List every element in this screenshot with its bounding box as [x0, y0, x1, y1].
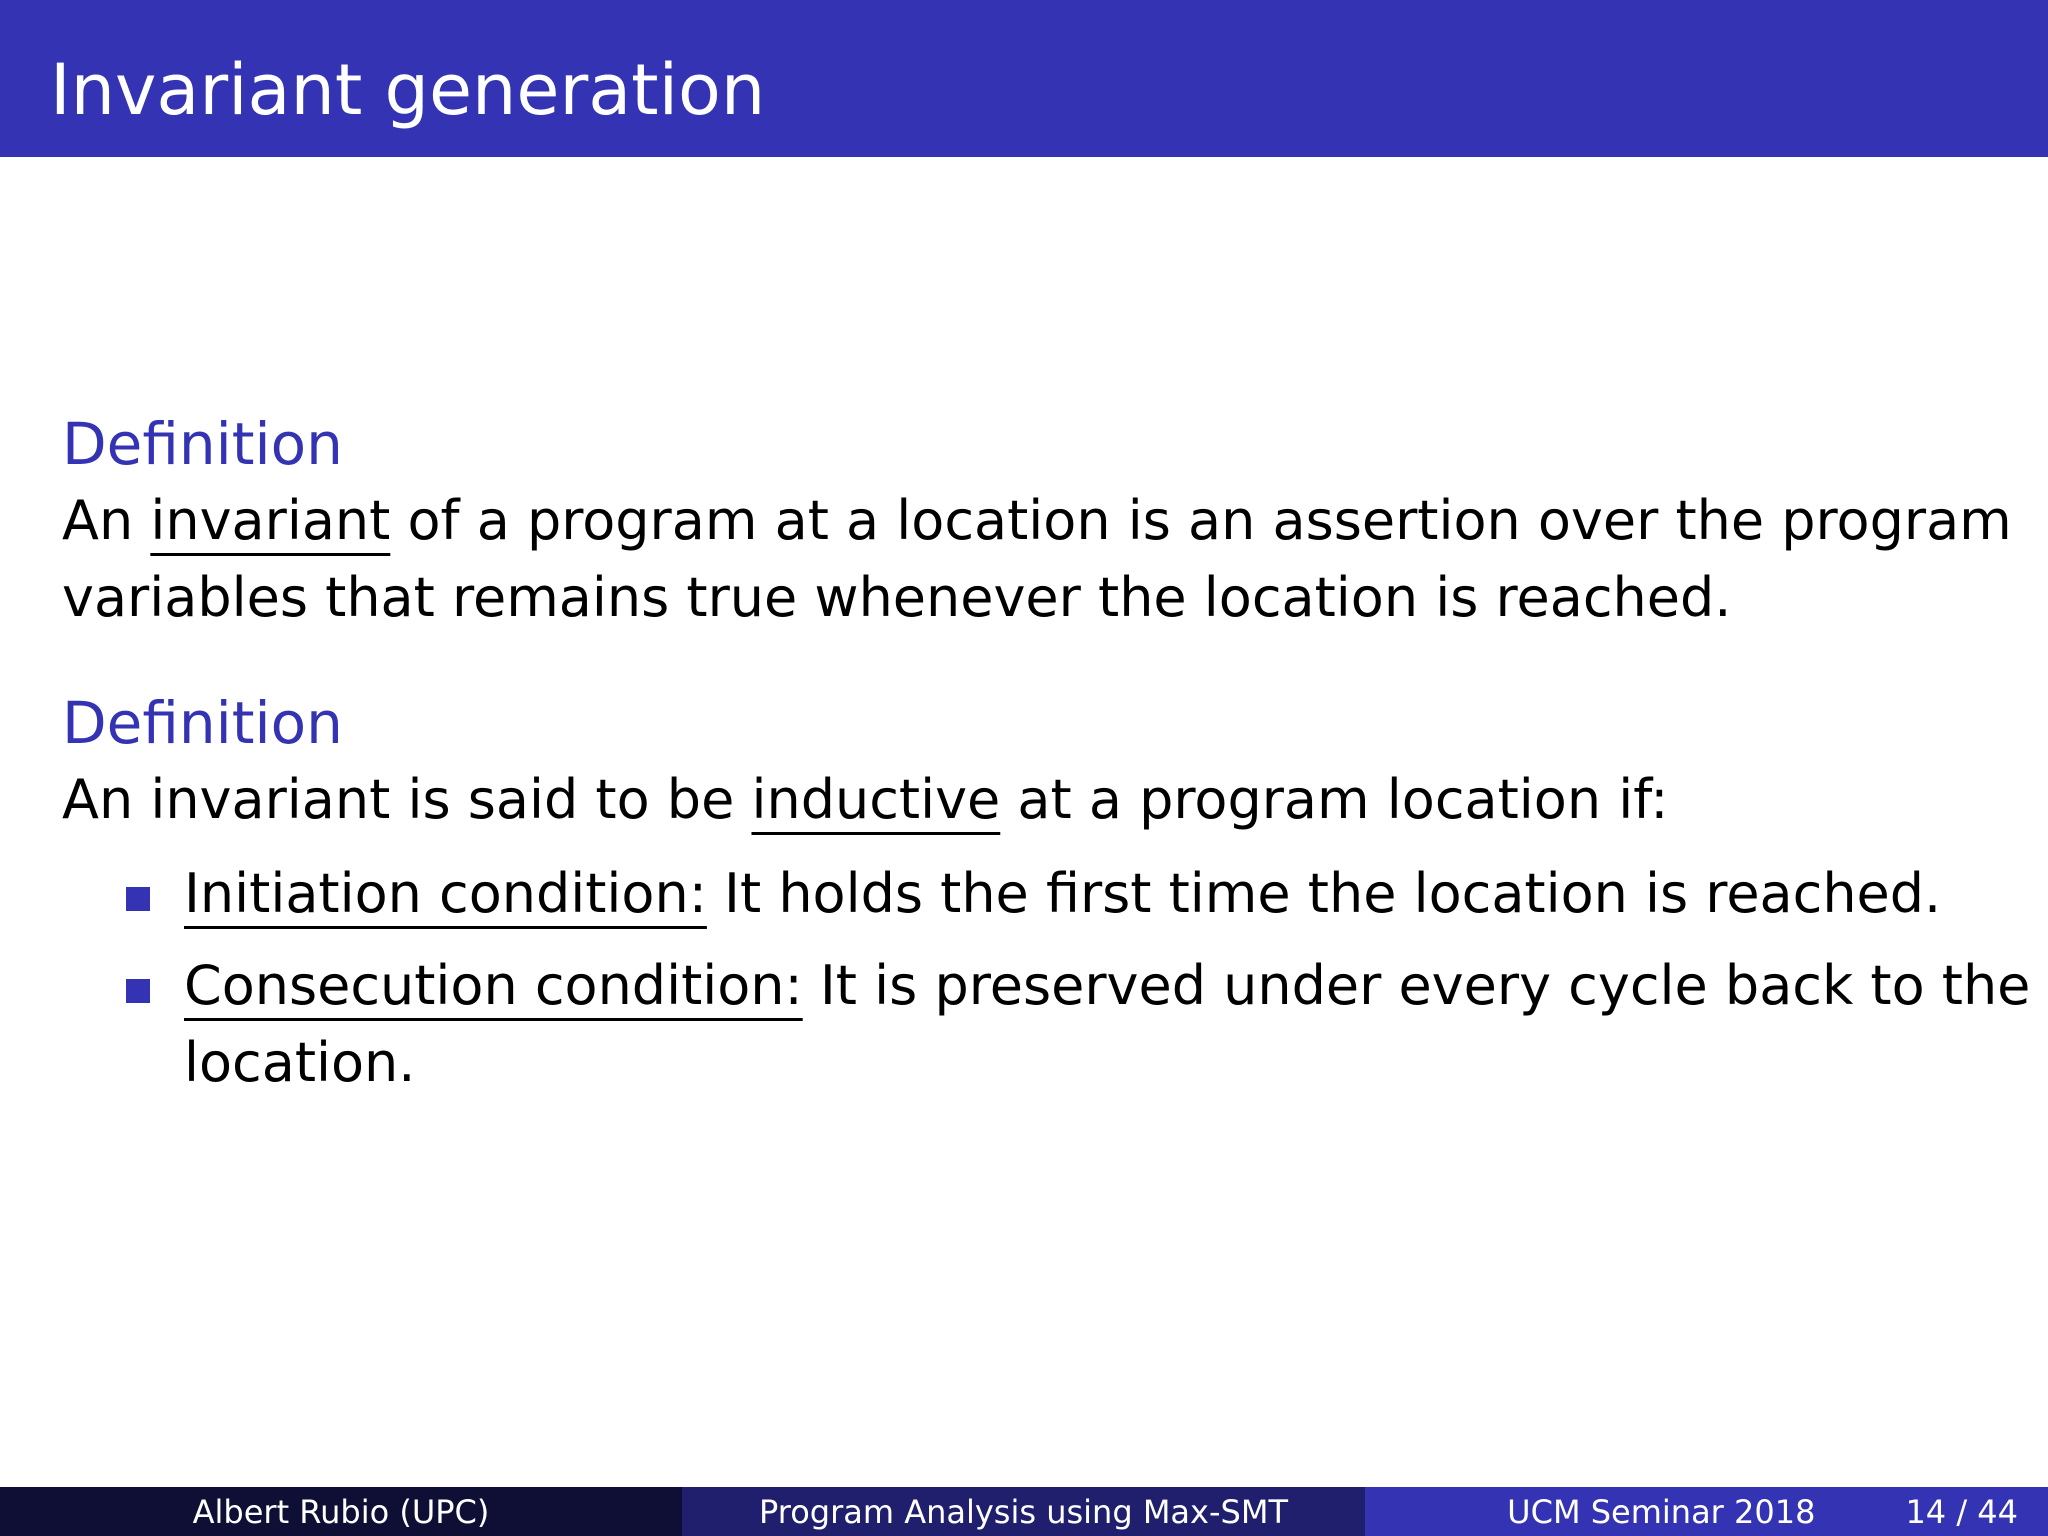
definition-1-line-1 — [62, 482, 2012, 559]
slide-title: Invariant generation — [50, 49, 766, 131]
definition-2-intro — [62, 761, 1992, 838]
bullet-marker-icon — [126, 887, 150, 911]
list-item-consecution — [184, 947, 2031, 1024]
definition-2-post: at a program location if: — [1000, 768, 1669, 831]
definition-1-line-2: variables that remains true whenever the location is reached. — [62, 566, 1732, 629]
term-invariant: invariant — [150, 489, 391, 552]
list-item-initiation — [184, 855, 2004, 932]
footer-event: UCM Seminar 2018 — [1507, 1492, 1816, 1531]
definition-1-post: of a program at a location is an assertion over the program — [390, 489, 2012, 552]
definition-2-title: Definition — [62, 689, 343, 757]
slide-footer — [0, 1487, 2048, 1536]
term-consecution-condition: Consecution condition: — [184, 954, 803, 1017]
definition-1-title: Definition — [62, 410, 343, 478]
footer-author: Albert Rubio (UPC) — [0, 1487, 682, 1536]
footer-event-section — [1365, 1487, 2048, 1536]
page-number: 14 / 44 — [1905, 1492, 2018, 1531]
footer-presentation-title: Program Analysis using Max-SMT — [682, 1487, 1365, 1536]
definition-1-pre: An — [62, 489, 151, 552]
list-item-consecution-text: It is preserved under every cycle back to the — [802, 954, 2031, 1017]
term-initiation-condition: Initiation condition: — [184, 862, 707, 925]
list-item-consecution-continued: location. — [184, 1031, 416, 1094]
slide-header — [0, 0, 2048, 157]
term-inductive: inductive — [751, 768, 1001, 831]
bullet-marker-icon — [126, 979, 150, 1003]
list-item-initiation-text: It holds the first time the location is reached. — [706, 862, 1942, 925]
definition-2-pre: An invariant is said to be — [62, 768, 752, 831]
